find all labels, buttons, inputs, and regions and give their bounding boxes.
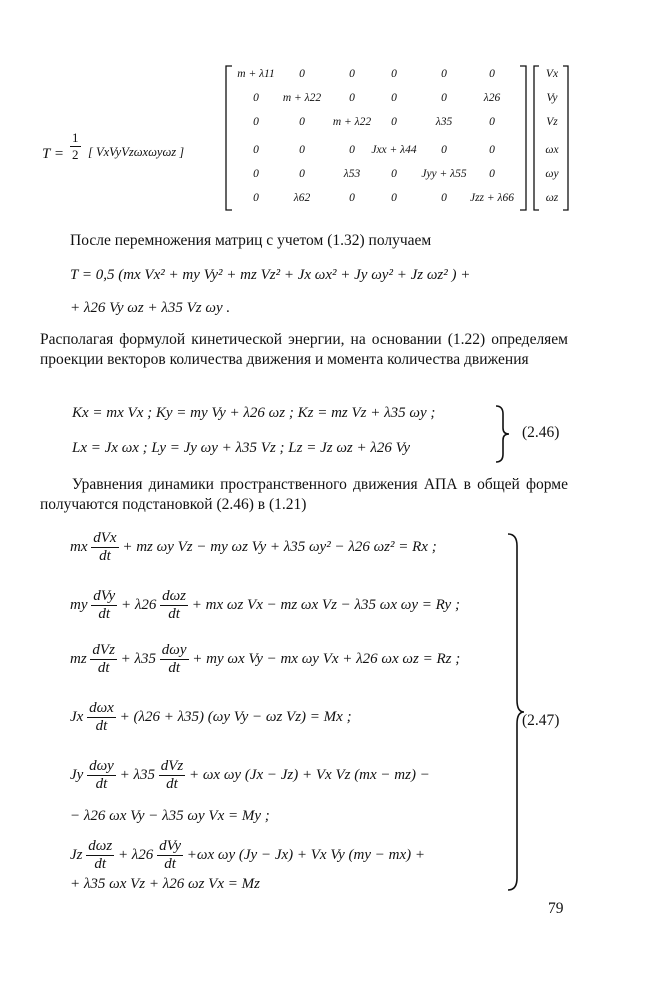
matrix-cell-1-2: 0: [349, 92, 355, 104]
eq246-number: (2.46): [522, 424, 560, 441]
eq247-line6: − λ26 ωx Vy − λ35 ωy Vx = My ;: [70, 808, 270, 824]
eq247-line8: + λ35 ωx Vz + λ26 ωz Vx = Mz: [70, 876, 260, 892]
matrix-cell-0-0: m + λ11: [237, 68, 275, 80]
matrix-eq-row-vector: [ VxVyVzωxωyωz ]: [88, 145, 185, 159]
text-momentum-projections: Располагая формулой кинетической энергии, на основании (1.22) определяем проекции векторов количества движения и момента количества движения: [40, 331, 568, 368]
matrix-cell-1-5: λ26: [483, 92, 501, 104]
matrix-cell-5-1: λ62: [293, 192, 311, 204]
matrix-cell-2-5: 0: [489, 116, 495, 128]
matrix-cell-5-2: 0: [349, 192, 355, 204]
kinetic-energy-line1: T = 0,5 (mx Vx² + my Vy² + mz Vz² + Jx ωx² + Jy ωy² + Jz ωz² ) +: [70, 267, 471, 283]
column-entry-0: Vx: [545, 68, 559, 80]
matrix-cell-4-4: Jyy + λ55: [421, 168, 467, 180]
column-entry-4: ωy: [545, 168, 559, 180]
matrix-cell-1-3: 0: [391, 92, 397, 104]
column-entry-3: ωx: [545, 144, 559, 156]
matrix-cell-5-3: 0: [391, 192, 397, 204]
matrix-cell-3-1: 0: [299, 144, 305, 156]
matrix-cell-0-3: 0: [391, 68, 397, 80]
eq247-line1: mx $\frac{\text{dVx}}{dt}$ + mz ωy Vz − my ωz Vy + λ35 ωy² − λ26 ωz² = Rx ;: [70, 530, 437, 564]
matrix-cell-2-1: 0: [299, 116, 305, 128]
matrix-cell-1-4: 0: [441, 92, 447, 104]
matrix-cell-5-5: Jzz + λ66: [469, 192, 515, 204]
matrix-cell-2-3: 0: [391, 116, 397, 128]
matrix-cell-0-5: 0: [489, 68, 495, 80]
matrix-cell-3-5: 0: [489, 144, 495, 156]
eq246-line2: Lx = Jx ωx ; Ly = Jy ωy + λ35 Vz ; Lz = Jz ωz + λ26 Vy: [72, 440, 411, 456]
column-entry-2: Vz: [546, 116, 558, 128]
eq247-number: (2.47): [522, 712, 560, 729]
eq247-line3: mz $\frac{\text{dVz}}{dt}$ + λ35 $\frac{\text{dωy}}{dt}$ + my ωx Vy − mx ωy Vx + λ26 ωx ωz = Rz ;: [70, 642, 461, 676]
matrix-cell-1-1: m + λ22: [282, 92, 322, 104]
matrix-left-bracket: [226, 66, 232, 210]
half-denominator: 2: [72, 147, 79, 162]
eq247-line4: Jx $\frac{\text{dωx}}{dt}$ + (λ26 + λ35) (ωy Vy − ωz Vz) = Mx ;: [70, 700, 352, 734]
text-dynamics-equations: Уравнения динамики пространственного движения АПА в общей форме получаются подстановкой (2.46) в (1.21): [40, 476, 568, 513]
matrix-cell-4-1: 0: [299, 168, 305, 180]
matrix-cell-5-4: 0: [441, 192, 447, 204]
matrix-cell-3-3: Jxx + λ44: [371, 144, 417, 156]
matrix-eq-lhs: T =: [42, 146, 64, 162]
eq247-line5: Jy $\frac{\text{dωy}}{dt}$ + λ35 $\frac{\text{dVz}}{dt}$ + ωx ωy (Jx − Jz) + Vx Vz (mx − mz) −: [70, 758, 430, 792]
matrix-cell-0-1: 0: [299, 68, 305, 80]
matrix-cell-4-5: 0: [489, 168, 495, 180]
matrix-cell-3-2: 0: [349, 144, 355, 156]
brace-246: [496, 406, 509, 462]
matrix-cell-5-0: 0: [253, 192, 259, 204]
matrix-eq-half: [70, 130, 81, 163]
eq247-line7: Jz $\frac{\text{dωz}}{dt}$ + λ26 $\frac{\text{dVy}}{dt}$ +ωx ωy (Jy − Jx) + Vx Vy (my − mx) +: [70, 838, 425, 872]
velocity-column-vector: [538, 68, 566, 208]
matrix-cell-2-0: 0: [253, 116, 259, 128]
matrix-cell-0-2: 0: [349, 68, 355, 80]
matrix-cell-2-2: m + λ22: [332, 116, 372, 128]
kinetic-energy-line2: + λ26 Vy ωz + λ35 Vz ωy .: [70, 300, 231, 316]
matrix-cell-4-2: λ53: [343, 168, 361, 180]
inertia-matrix: [236, 68, 518, 208]
column-entry-1: Vy: [546, 92, 558, 104]
column-entry-5: ωz: [545, 192, 559, 204]
matrix-cell-4-3: 0: [391, 168, 397, 180]
page-number: 79: [548, 900, 564, 917]
matrix-cell-2-4: λ35: [435, 116, 453, 128]
text-after-multiplication: После перемножения матриц с учетом (1.32) получаем: [70, 232, 432, 249]
eq247-line2: my $\frac{\text{dVy}}{dt}$ + λ26 $\frac{\text{dωz}}{dt}$ + mx ωz Vx − mz ωx Vz − λ35 ωx ωy = Ry ;: [70, 588, 460, 622]
half-numerator: 1: [72, 130, 79, 145]
matrix-cell-3-4: 0: [441, 144, 447, 156]
matrix-cell-1-0: 0: [253, 92, 259, 104]
matrix-cell-4-0: 0: [253, 168, 259, 180]
eq246-line1: Kx = mx Vx ; Ky = my Vy + λ26 ωz ; Kz = mz Vz + λ35 ωy ;: [72, 405, 436, 421]
matrix-cell-0-4: 0: [441, 68, 447, 80]
matrix-cell-3-0: 0: [253, 144, 259, 156]
matrix-right-bracket: [520, 66, 526, 210]
